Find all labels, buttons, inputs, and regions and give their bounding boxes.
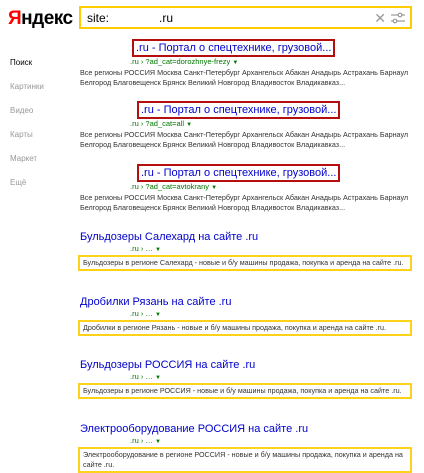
caret-down-icon[interactable]: ▼ xyxy=(232,60,239,66)
result-url-text: .ru › … xyxy=(130,372,153,381)
sidebar-item-images[interactable]: Картинки xyxy=(10,82,44,91)
sidebar-item-market[interactable]: Маркет xyxy=(10,154,38,163)
result-url[interactable] xyxy=(80,57,412,68)
sidebar xyxy=(10,58,70,202)
result-snippet: Электрооборудование в регионе РОССИЯ - новые и б/у машины продажа, покупка и аренда на сайте .ru. xyxy=(78,447,412,473)
caret-down-icon[interactable]: ▼ xyxy=(211,185,218,191)
sidebar-item-maps[interactable]: Карты xyxy=(10,130,33,139)
search-input[interactable] xyxy=(87,10,347,26)
result-url-text: .ru › ?ad_cat=dorozhnye-frezy xyxy=(130,57,231,66)
result-url[interactable] xyxy=(80,372,412,383)
search-box xyxy=(79,6,412,29)
sidebar-item-search[interactable]: Поиск xyxy=(10,58,33,67)
result-snippet: Бульдозеры в регионе РОССИЯ - новые и б/у машины продажа, покупка и аренда на сайте .ru. xyxy=(78,383,412,399)
result-url[interactable] xyxy=(80,119,412,130)
caret-down-icon[interactable]: ▼ xyxy=(186,122,193,128)
result-title-link[interactable]: Бульдозеры Салехард на сайте .ru xyxy=(80,231,259,243)
result-url[interactable] xyxy=(80,436,412,447)
logo-rest: ндекс xyxy=(21,8,73,29)
result-title-link[interactable]: .ru - Портал о спецтехнике, грузовой... xyxy=(132,39,335,57)
sidebar-item-more[interactable]: Ещё xyxy=(10,178,27,187)
result-url[interactable] xyxy=(80,309,412,320)
result-snippet: Все регионы РОССИЯ Москва Санкт-Петербург Архангельск Абакан Анадырь Астрахань Барнаул Белгород Благовещенск Брянск Великий Новгород Владивосток Владикавказ... xyxy=(80,193,409,212)
result-url-text: .ru › … xyxy=(130,309,153,318)
result-title-link[interactable]: Электрооборудование РОССИЯ на сайте .ru xyxy=(80,423,309,435)
result-url-text: .ru › ?ad_cat=all xyxy=(130,119,184,128)
caret-down-icon[interactable]: ▼ xyxy=(155,312,161,318)
result-url-text: .ru › … xyxy=(130,436,153,445)
search-result xyxy=(80,422,412,473)
search-result xyxy=(80,358,412,399)
result-title-link[interactable]: Бульдозеры РОССИЯ на сайте .ru xyxy=(80,359,256,371)
yandex-logo[interactable] xyxy=(8,8,73,30)
search-result xyxy=(80,100,412,150)
result-url[interactable] xyxy=(80,182,412,193)
result-snippet: Дробилки в регионе Рязань - новые и б/у машины продажа, покупка и аренда на сайте .ru. xyxy=(78,320,412,336)
result-url[interactable] xyxy=(80,244,412,255)
caret-down-icon[interactable]: ▼ xyxy=(155,439,161,445)
caret-down-icon[interactable]: ▼ xyxy=(155,247,161,253)
result-snippet: Бульдозеры в регионе Салехард - новые и б/у машины продажа, покупка и аренда на сайте .ru. xyxy=(78,255,412,271)
search-result xyxy=(80,38,412,88)
result-title-link[interactable]: .ru - Портал о спецтехнике, грузовой... xyxy=(137,101,340,119)
result-snippet: Все регионы РОССИЯ Москва Санкт-Петербург Архангельск Абакан Анадырь Астрахань Барнаул Белгород Благовещенск Брянск Великий Новгород Владивосток Владикавказ... xyxy=(80,68,409,87)
result-title-link[interactable]: .ru - Портал о спецтехнике, грузовой... xyxy=(137,164,340,182)
filter-icon[interactable] xyxy=(391,12,405,24)
result-title-link[interactable]: Дробилки Рязань на сайте .ru xyxy=(80,296,232,308)
result-url-text: .ru › … xyxy=(130,244,153,253)
search-result xyxy=(80,163,412,213)
result-url-text: .ru › ?ad_cat=avtokrany xyxy=(130,182,210,191)
result-snippet: Все регионы РОССИЯ Москва Санкт-Петербург Архангельск Абакан Анадырь Астрахань Барнаул Белгород Благовещенск Брянск Великий Новгород Владивосток Владикавказ... xyxy=(80,130,409,149)
sidebar-item-video[interactable]: Видео xyxy=(10,106,34,115)
logo-first-letter: Я xyxy=(8,8,22,29)
caret-down-icon[interactable]: ▼ xyxy=(155,375,161,381)
search-result xyxy=(80,295,412,336)
search-result xyxy=(80,230,412,271)
close-icon[interactable]: ✕ xyxy=(374,10,386,26)
